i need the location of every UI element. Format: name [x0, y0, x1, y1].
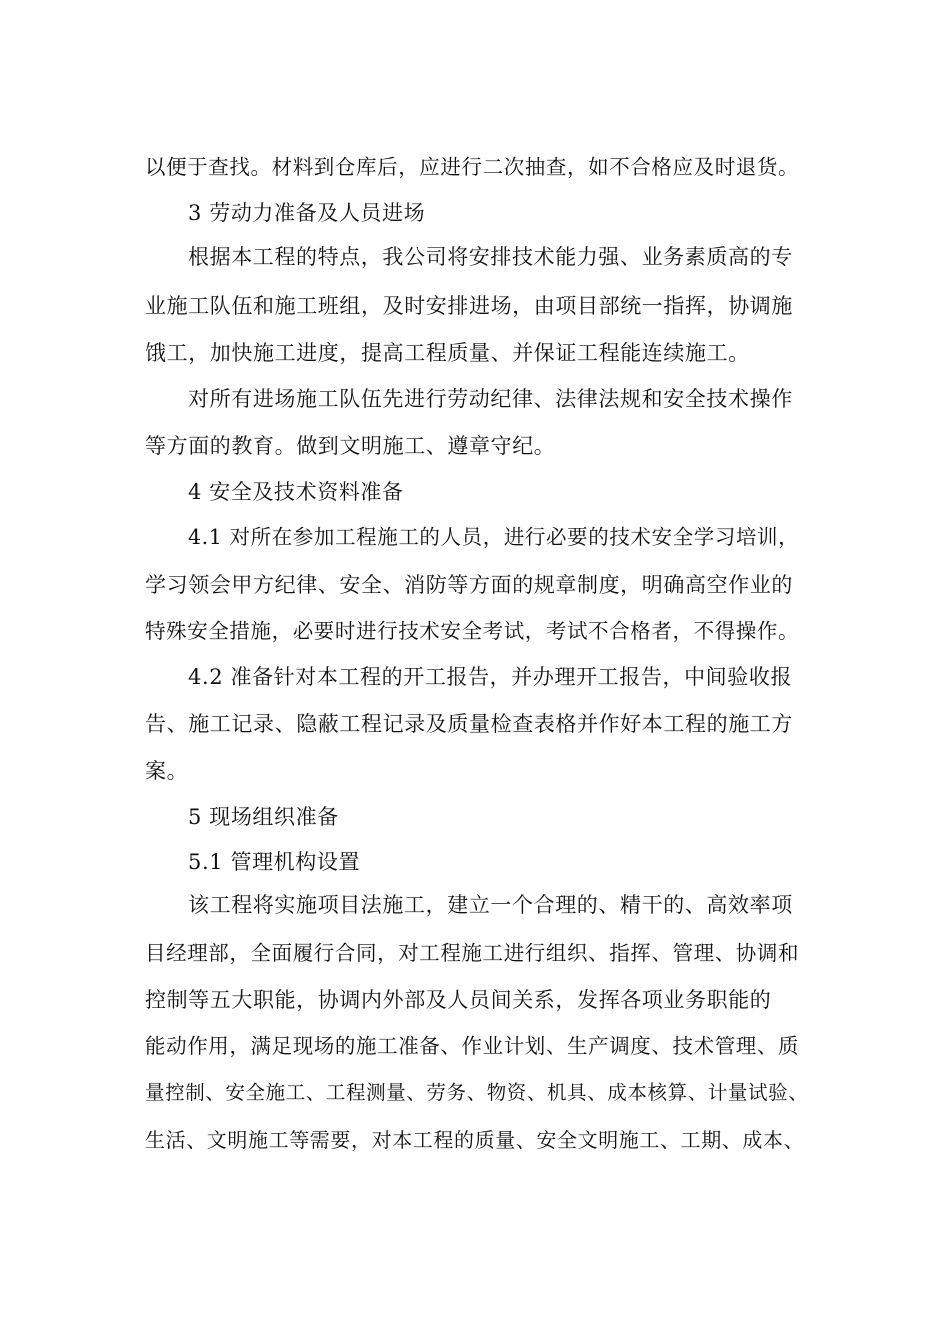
text-line-11: 特殊安全措施，必要时进行技术安全考试，考试不合格者，不得操作。: [145, 619, 800, 643]
text-line-22: 生活、文明施工等需要，对本工程的质量、安全文明施工、工期、成本、: [145, 1128, 805, 1152]
text-line-18: 目经理部，全面履行合同，对工程施工进行组织、指挥、管理、协调和: [145, 941, 800, 965]
text-line-10: 学习领会甲方纪律、安全、消防等方面的规章制度，明确高空作业的: [145, 573, 793, 597]
text-line-17: 该工程将实施项目法施工，建立一个合理的、精干的、高效率项: [188, 893, 793, 917]
section-heading-4: 4 安全及技术资料准备: [188, 480, 404, 504]
section-heading-3: 3 劳动力准备及人员进场: [188, 201, 426, 225]
text-line-14: 案。: [145, 759, 189, 783]
text-line-19: 控制等五大职能，协调内外部及人员间关系，发挥各项业务职能的: [145, 988, 772, 1012]
text-line-1: 以便于查找。材料到仓库后，应进行二次抽查，如不合格应及时退货。: [145, 155, 800, 179]
text-line-5: 饿工，加快施工进度，提高工程质量、并保证工程能连续施工。: [145, 341, 750, 365]
text-line-13: 告、施工记录、隐蔽工程记录及质量检查表格并作好本工程的施工方: [145, 712, 793, 736]
subsection-heading-5-1: 5.1 管理机构设置: [188, 850, 361, 874]
text-line-7: 等方面的教育。做到文明施工、遵章守纪。: [145, 434, 556, 458]
text-line-3: 根据本工程的特点，我公司将安排技术能力强、业务素质高的专: [188, 245, 793, 269]
text-line-21: 量控制、安全施工、工程测量、劳务、物资、机具、成本核算、计量试验、: [145, 1081, 809, 1104]
text-line-6: 对所有进场施工队伍先进行劳动纪律、法律法规和安全技术操作: [188, 387, 793, 411]
section-heading-5: 5 现场组织准备: [188, 805, 339, 829]
text-line-4: 业施工队伍和施工班组，及时安排进场，由项目部统一指挥，协调施: [145, 294, 793, 318]
text-line-20: 能动作用，满足现场的施工准备、作业计划、生产调度、技术管理、质: [145, 1034, 800, 1058]
text-line-12: 4.2 准备针对本工程的开工报告，并办理开工报告，中间验收报: [188, 665, 793, 689]
text-line-9: 4.1 对所在参加工程施工的人员，进行必要的技术安全学习培训，: [188, 525, 800, 549]
